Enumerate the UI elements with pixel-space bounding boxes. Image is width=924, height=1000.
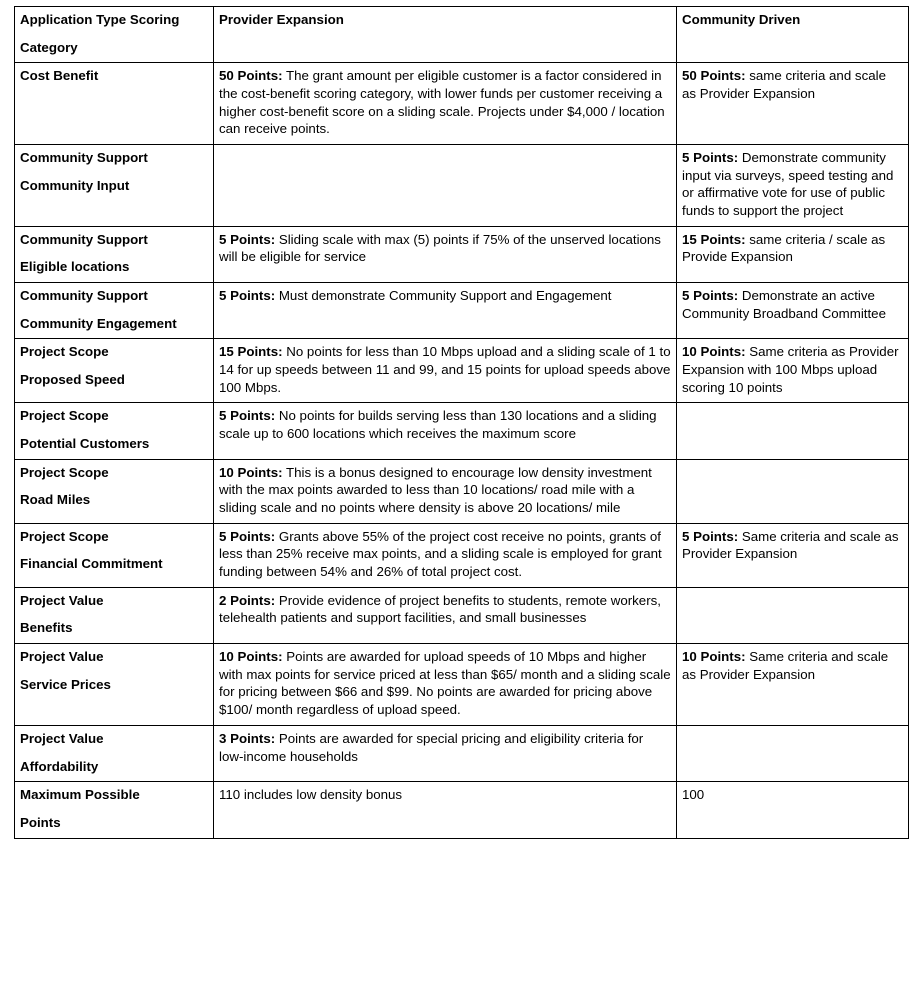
cell-category [15,226,214,282]
cell-category [15,403,214,459]
cell-provider-expansion-text: No points for builds serving less than 130 locations and a sliding scale up to 600 locations which receives the maximum score [219,408,657,442]
cell-category [15,63,214,145]
cell-community-driven-text: Same criteria and scale as Provider Expansion [682,528,899,562]
cell-provider-expansion-text: Sliding scale with max (5) points if 75% of the unserved locations will be eligible for service [219,231,661,265]
cell-community-driven-points: 50 Points: [682,68,746,84]
cell-community-driven [677,587,909,643]
cell-community-driven-points: 5 Points: [682,288,739,304]
table-row [15,782,909,838]
cell-provider-expansion-points: 2 Points: [219,592,276,608]
table-header [15,7,909,63]
cell-category [15,339,214,403]
category-line-2: Affordability [20,758,99,774]
cell-community-driven-points: 5 Points: [682,150,739,166]
cell-category [15,644,214,726]
table-row [15,339,909,403]
category-line-1: Project Scope [20,408,109,424]
application-type-scoring-table [14,6,909,839]
cell-community-driven-points: 10 Points: [682,344,746,360]
column-header-community-driven: Community Driven [677,7,909,63]
cell-provider-expansion-text: Points are awarded for upload speeds of 10 Mbps and higher with max points for service priced at less than $65/ month and a sliding scale for pricing between $66 and $99. No points are awarded for pricing above $100/ month regardless of upload speed. [219,649,671,718]
category-line-1: Project Value [20,592,104,608]
cell-provider-expansion [214,403,677,459]
category-line-2: Road Miles [20,492,91,508]
table-row [15,63,909,145]
cell-provider-expansion-points: 5 Points: [219,408,276,424]
cell-community-driven-text: Same criteria as Provider Expansion with 100 Mbps upload scoring 10 points [682,344,899,395]
cell-community-driven [677,145,909,227]
cell-community-driven [677,782,909,838]
category-line-2: Benefits [20,620,73,636]
table-row [15,644,909,726]
table-row [15,459,909,523]
cell-community-driven [677,339,909,403]
cell-community-driven-text: Demonstrate an active Community Broadband Committee [682,288,886,321]
cell-provider-expansion [214,782,677,838]
table-row [15,403,909,459]
cell-community-driven-text: 100 [682,787,705,803]
table-row [15,523,909,587]
category-line-1: Cost Benefit [20,68,99,84]
category-line-2: Community Input [20,177,130,193]
table-row [15,226,909,282]
cell-provider-expansion [214,145,677,227]
category-line-1: Community Support [20,288,148,304]
cell-community-driven [677,226,909,282]
category-line-2: Service Prices [20,676,111,692]
cell-provider-expansion-points: 3 Points: [219,730,276,746]
column-header-category-line1: Application Type Scoring [20,12,180,27]
cell-community-driven-points: 5 Points: [682,528,739,544]
category-line-2: Points [20,814,61,830]
category-line-2: Community Engagement [20,315,177,331]
cell-community-driven [677,523,909,587]
cell-provider-expansion [214,587,677,643]
cell-provider-expansion-points: 10 Points: [219,649,283,665]
category-line-1: Project Value [20,649,104,665]
cell-provider-expansion [214,283,677,339]
cell-provider-expansion-points: 10 Points: [219,464,283,480]
cell-community-driven-text: Demonstrate community input via surveys, speed testing and or affirmative vote for use of public funds to support the project [682,150,894,219]
cell-category [15,283,214,339]
cell-provider-expansion-text: No points for less than 10 Mbps upload and a sliding scale of 1 to 14 for up speeds between 11 and 99, and 15 points for upload speeds above 100 Mbps. [219,344,671,395]
table-row [15,283,909,339]
cell-category [15,782,214,838]
category-line-1: Project Scope [20,528,109,544]
category-line-1: Community Support [20,231,148,247]
cell-provider-expansion [214,63,677,145]
cell-community-driven-text: same criteria and scale as Provider Expansion [682,68,886,102]
cell-provider-expansion-text: Grants above 55% of the project cost receive no points, grants of less than 25% receive max points, and a sliding scale is employed for grant funding between 54% and 26% of total project cost. [219,528,662,580]
cell-provider-expansion [214,226,677,282]
cell-provider-expansion-text: Must demonstrate Community Support and Engagement [275,288,612,304]
cell-category [15,725,214,781]
column-header-category-line2: Category [20,39,78,55]
cell-provider-expansion [214,725,677,781]
category-line-1: Project Value [20,730,104,746]
cell-provider-expansion-text: Provide evidence of project benefits to students, remote workers, telehealth patients and support facilities, and small businesses [219,592,661,626]
table-header-row [15,7,909,63]
cell-provider-expansion [214,339,677,403]
cell-community-driven-text: Same criteria and scale as Provider Expansion [682,649,889,682]
cell-community-driven [677,63,909,145]
cell-provider-expansion [214,523,677,587]
cell-provider-expansion-text: This is a bonus designed to encourage low density investment with the max points awarded to less than 10 locations/ road mile with a sliding scale and no points where density is above 20 locations/ mile [219,464,652,516]
cell-category [15,587,214,643]
category-line-1: Project Scope [20,464,109,480]
cell-provider-expansion-text: 110 includes low density bonus [219,787,403,803]
table-row [15,145,909,227]
table-body [15,63,909,838]
category-line-1: Community Support [20,150,148,166]
cell-provider-expansion-text: Points are awarded for special pricing and eligibility criteria for low-income households [219,730,644,764]
cell-community-driven [677,459,909,523]
cell-community-driven [677,644,909,726]
cell-provider-expansion-points: 50 Points: [219,68,283,84]
column-header-category [15,7,214,63]
cell-provider-expansion-points: 5 Points: [219,231,276,247]
table-row [15,725,909,781]
category-line-2: Potential Customers [20,436,150,452]
category-line-1: Project Scope [20,344,109,360]
cell-provider-expansion-points: 5 Points: [219,528,276,544]
category-line-2: Eligible locations [20,259,130,275]
cell-community-driven [677,283,909,339]
category-line-2: Financial Commitment [20,556,163,572]
cell-provider-expansion [214,644,677,726]
cell-community-driven-text: same criteria / scale as Provide Expansion [682,231,886,265]
cell-category [15,145,214,227]
column-header-provider-expansion: Provider Expansion [214,7,677,63]
category-line-2: Proposed Speed [20,372,125,388]
cell-community-driven [677,725,909,781]
cell-provider-expansion-points: 15 Points: [219,344,283,360]
cell-category [15,523,214,587]
table-row [15,587,909,643]
cell-community-driven-points: 10 Points: [682,649,746,665]
cell-provider-expansion [214,459,677,523]
category-line-1: Maximum Possible [20,787,140,803]
cell-community-driven-points: 15 Points: [682,231,746,247]
cell-community-driven [677,403,909,459]
cell-provider-expansion-text: The grant amount per eligible customer is a factor considered in the cost-benefit scoring category, with lower funds per customer receiving a higher cost-benefit score on a sliding scale. Projects under $4,000 / location can receive points. [219,68,665,137]
cell-provider-expansion-points: 5 Points: [219,288,276,304]
cell-category [15,459,214,523]
